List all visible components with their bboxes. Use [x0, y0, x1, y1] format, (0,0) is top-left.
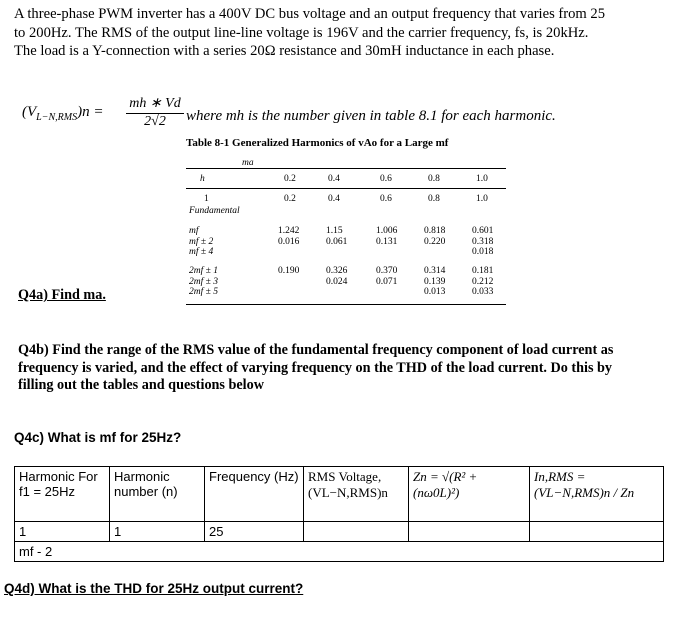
table-cell[interactable]: [530, 542, 664, 562]
formula-lhs: [22, 104, 103, 123]
table-row: [15, 542, 664, 562]
table-cell: 0.212: [472, 276, 494, 287]
fund-label: 1: [204, 194, 209, 204]
table-cell: 0.013: [424, 287, 446, 297]
formula-lhs-close: )n =: [77, 104, 104, 120]
ma-value: 0.8: [428, 174, 440, 184]
group3-col: [472, 266, 493, 298]
table-cell[interactable]: [205, 542, 304, 562]
formula-numerator: mh ∗ Vd: [126, 95, 184, 114]
table-rule-mid: [186, 188, 506, 189]
table-row: [15, 522, 664, 542]
q4b-heading: Q4b) Find the range of the RMS value of the fundamental frequency component of load current as frequency is varied, and the effect of varying frequency on the THD of the load current. Do this by filling out the tables and questions below: [18, 342, 614, 393]
table-cell: 1.15: [326, 226, 343, 236]
table-cell[interactable]: [304, 522, 409, 542]
header-cell: RMS Voltage, (VL−N,RMS)n: [304, 467, 409, 522]
formula-where: where mh is the number given in table 8.1 for each harmonic.: [186, 108, 556, 124]
group3-col: [376, 266, 397, 287]
table-cell[interactable]: 25: [205, 522, 304, 542]
fund-sub: Fundamental: [189, 206, 240, 216]
header-cell: Harmonic number (n): [110, 467, 205, 522]
table-cell: 0.314: [424, 266, 446, 276]
table-cell: 0.018: [472, 247, 494, 257]
table-cell[interactable]: 1: [15, 522, 110, 542]
table-cell[interactable]: mf - 2: [15, 542, 110, 562]
q4d-heading: Q4d) What is the THD for 25Hz output current?: [4, 581, 304, 596]
ma-value: 1.0: [476, 174, 488, 184]
table-cell: 0.024: [326, 276, 348, 287]
ma-label: ma: [242, 158, 254, 168]
fund-value: 1.0: [476, 194, 488, 204]
q4a-heading: Q4a) Find ma.: [18, 287, 106, 303]
header-cell: Frequency (Hz): [205, 467, 304, 522]
group2-col: [376, 226, 397, 247]
group2-labels: [189, 226, 213, 258]
table-cell: 0.181: [472, 266, 494, 276]
h-label: h: [200, 174, 205, 184]
header-cell: In,RMS = (VL−N,RMS)n / Zn: [530, 467, 664, 522]
group3-label: 2mf ± 5: [189, 287, 218, 297]
formula-fraction: [126, 95, 184, 130]
group2-col: [278, 226, 299, 247]
harmonics-table: [186, 154, 506, 322]
formula-lhs-sub: L−N,RMS: [36, 112, 78, 123]
fund-value: 0.8: [428, 194, 440, 204]
ma-value: 0.6: [380, 174, 392, 184]
table-cell: 0.220: [424, 236, 446, 247]
table-cell: 0.318: [472, 236, 494, 247]
table-cell: 0.190: [278, 266, 300, 276]
fund-value: 0.6: [380, 194, 392, 204]
table-cell: 0.016: [278, 236, 300, 247]
group3-labels: [189, 266, 218, 298]
table-cell: 0.601: [472, 226, 494, 236]
group3-col: [278, 266, 299, 277]
table-cell: 1.242: [278, 226, 300, 236]
table-cell[interactable]: 1: [110, 522, 205, 542]
group2-col: [424, 226, 445, 247]
ma-value: 0.2: [284, 174, 296, 184]
problem-statement: A three-phase PWM inverter has a 400V DC bus voltage and an output frequency that varies from 25 to 200Hz. The RMS of the output line-line voltage is 196V and the carrier frequency, fs, is 20kHz. The load is a Y-connection with a series 20Ω resistance and 30mH inductance in each phase.: [14, 6, 606, 60]
table-cell[interactable]: [304, 542, 409, 562]
group2-label: mf ± 4: [189, 247, 214, 257]
results-table: [14, 466, 664, 562]
table-cell[interactable]: [110, 542, 205, 562]
table-cell: 0.071: [376, 276, 398, 287]
table-cell[interactable]: [409, 522, 530, 542]
group2-col: [326, 226, 347, 247]
group3-col: [424, 266, 445, 298]
table-cell: 0.326: [326, 266, 348, 276]
group3-label: 2mf ± 1: [189, 266, 218, 276]
fund-value: 0.2: [284, 194, 296, 204]
table-cell: 1.006: [376, 226, 398, 236]
table-cell: 0.033: [472, 287, 494, 297]
fund-value: 0.4: [328, 194, 340, 204]
table-cell: 0.818: [424, 226, 446, 236]
table-title: Table 8-1 Generalized Harmonics of vAo for a Large mf: [186, 137, 449, 149]
table-rule-top: [186, 168, 506, 169]
table-cell: 0.131: [376, 236, 398, 247]
table-rule-bottom: [186, 304, 506, 305]
ma-value: 0.4: [328, 174, 340, 184]
table-cell[interactable]: [530, 522, 664, 542]
header-cell: Harmonic For f1 = 25Hz: [15, 467, 110, 522]
q4c-heading: Q4c) What is mf for 25Hz?: [14, 430, 182, 445]
table-cell: 0.139: [424, 276, 446, 287]
group2-label: mf ± 2: [189, 236, 214, 247]
table-cell: 0.370: [376, 266, 398, 276]
group3-label: 2mf ± 3: [189, 276, 218, 287]
group2-col: [472, 226, 493, 258]
table-cell: 0.061: [326, 236, 348, 247]
group3-col: [326, 266, 347, 287]
table-header-row: [15, 467, 664, 522]
formula-lhs-open: (V: [22, 104, 37, 120]
group2-label: mf: [189, 226, 199, 236]
header-cell: Zn = √(R² + (nω0L)²): [409, 467, 530, 522]
formula-denominator: 2√2: [144, 114, 166, 129]
table-cell[interactable]: [409, 542, 530, 562]
